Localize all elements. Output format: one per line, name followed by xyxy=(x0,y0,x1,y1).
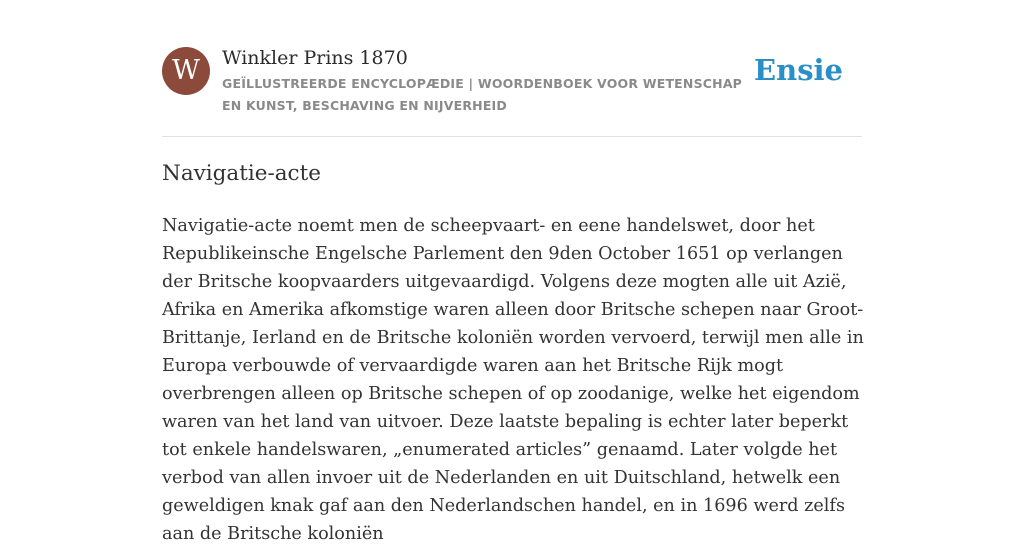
article-body: Navigatie-acte noemt men de scheepvaart- en eene handelswet, door het Republikeinsche Engelsche Parlement den 9den October 1651 op verlangen der Britsche koopvaarders uitgevaardigd. Volgens deze mogten alle uit Azië, Afrika en Amerika afkomstige waren alleen door Britsche schepen naar Groot-Brittanje, Ierland en de Britsche koloniën worden vervoerd, terwijl men alle in Europa verbouwde of vervaardigde waren aan het Britsche Rijk mogt overbrengen alleen op Britsche schepen of op zoodanige, welke het eigendom waren van het land van uitvoer. Deze laatste bepaling is echter later beperkt tot enkele handelswaren, „enumerated articles” genaamd. Later volgde het verbod van allen invoer uit de Nederlanden en uit Duitschland, hetwelk een geweldigen knak gaf aan den Nederlandschen handel, en in 1696 werd zelfs aan de Britsche koloniën xyxy=(162,216,864,544)
source-subtitle: GEÏLLUSTREERDE ENCYCLOPÆDIE | WOORDENBOEK VOOR WETENSCHAP EN KUNST, BESCHAVING EN NIJVERHEID xyxy=(222,76,743,113)
ensie-logo[interactable]: Ensie xyxy=(754,53,843,87)
source-avatar[interactable]: W xyxy=(162,47,210,95)
site-header xyxy=(162,46,862,137)
article-heading: Navigatie-acte xyxy=(162,161,321,186)
source-title[interactable]: Winkler Prins 1870 xyxy=(222,47,408,69)
